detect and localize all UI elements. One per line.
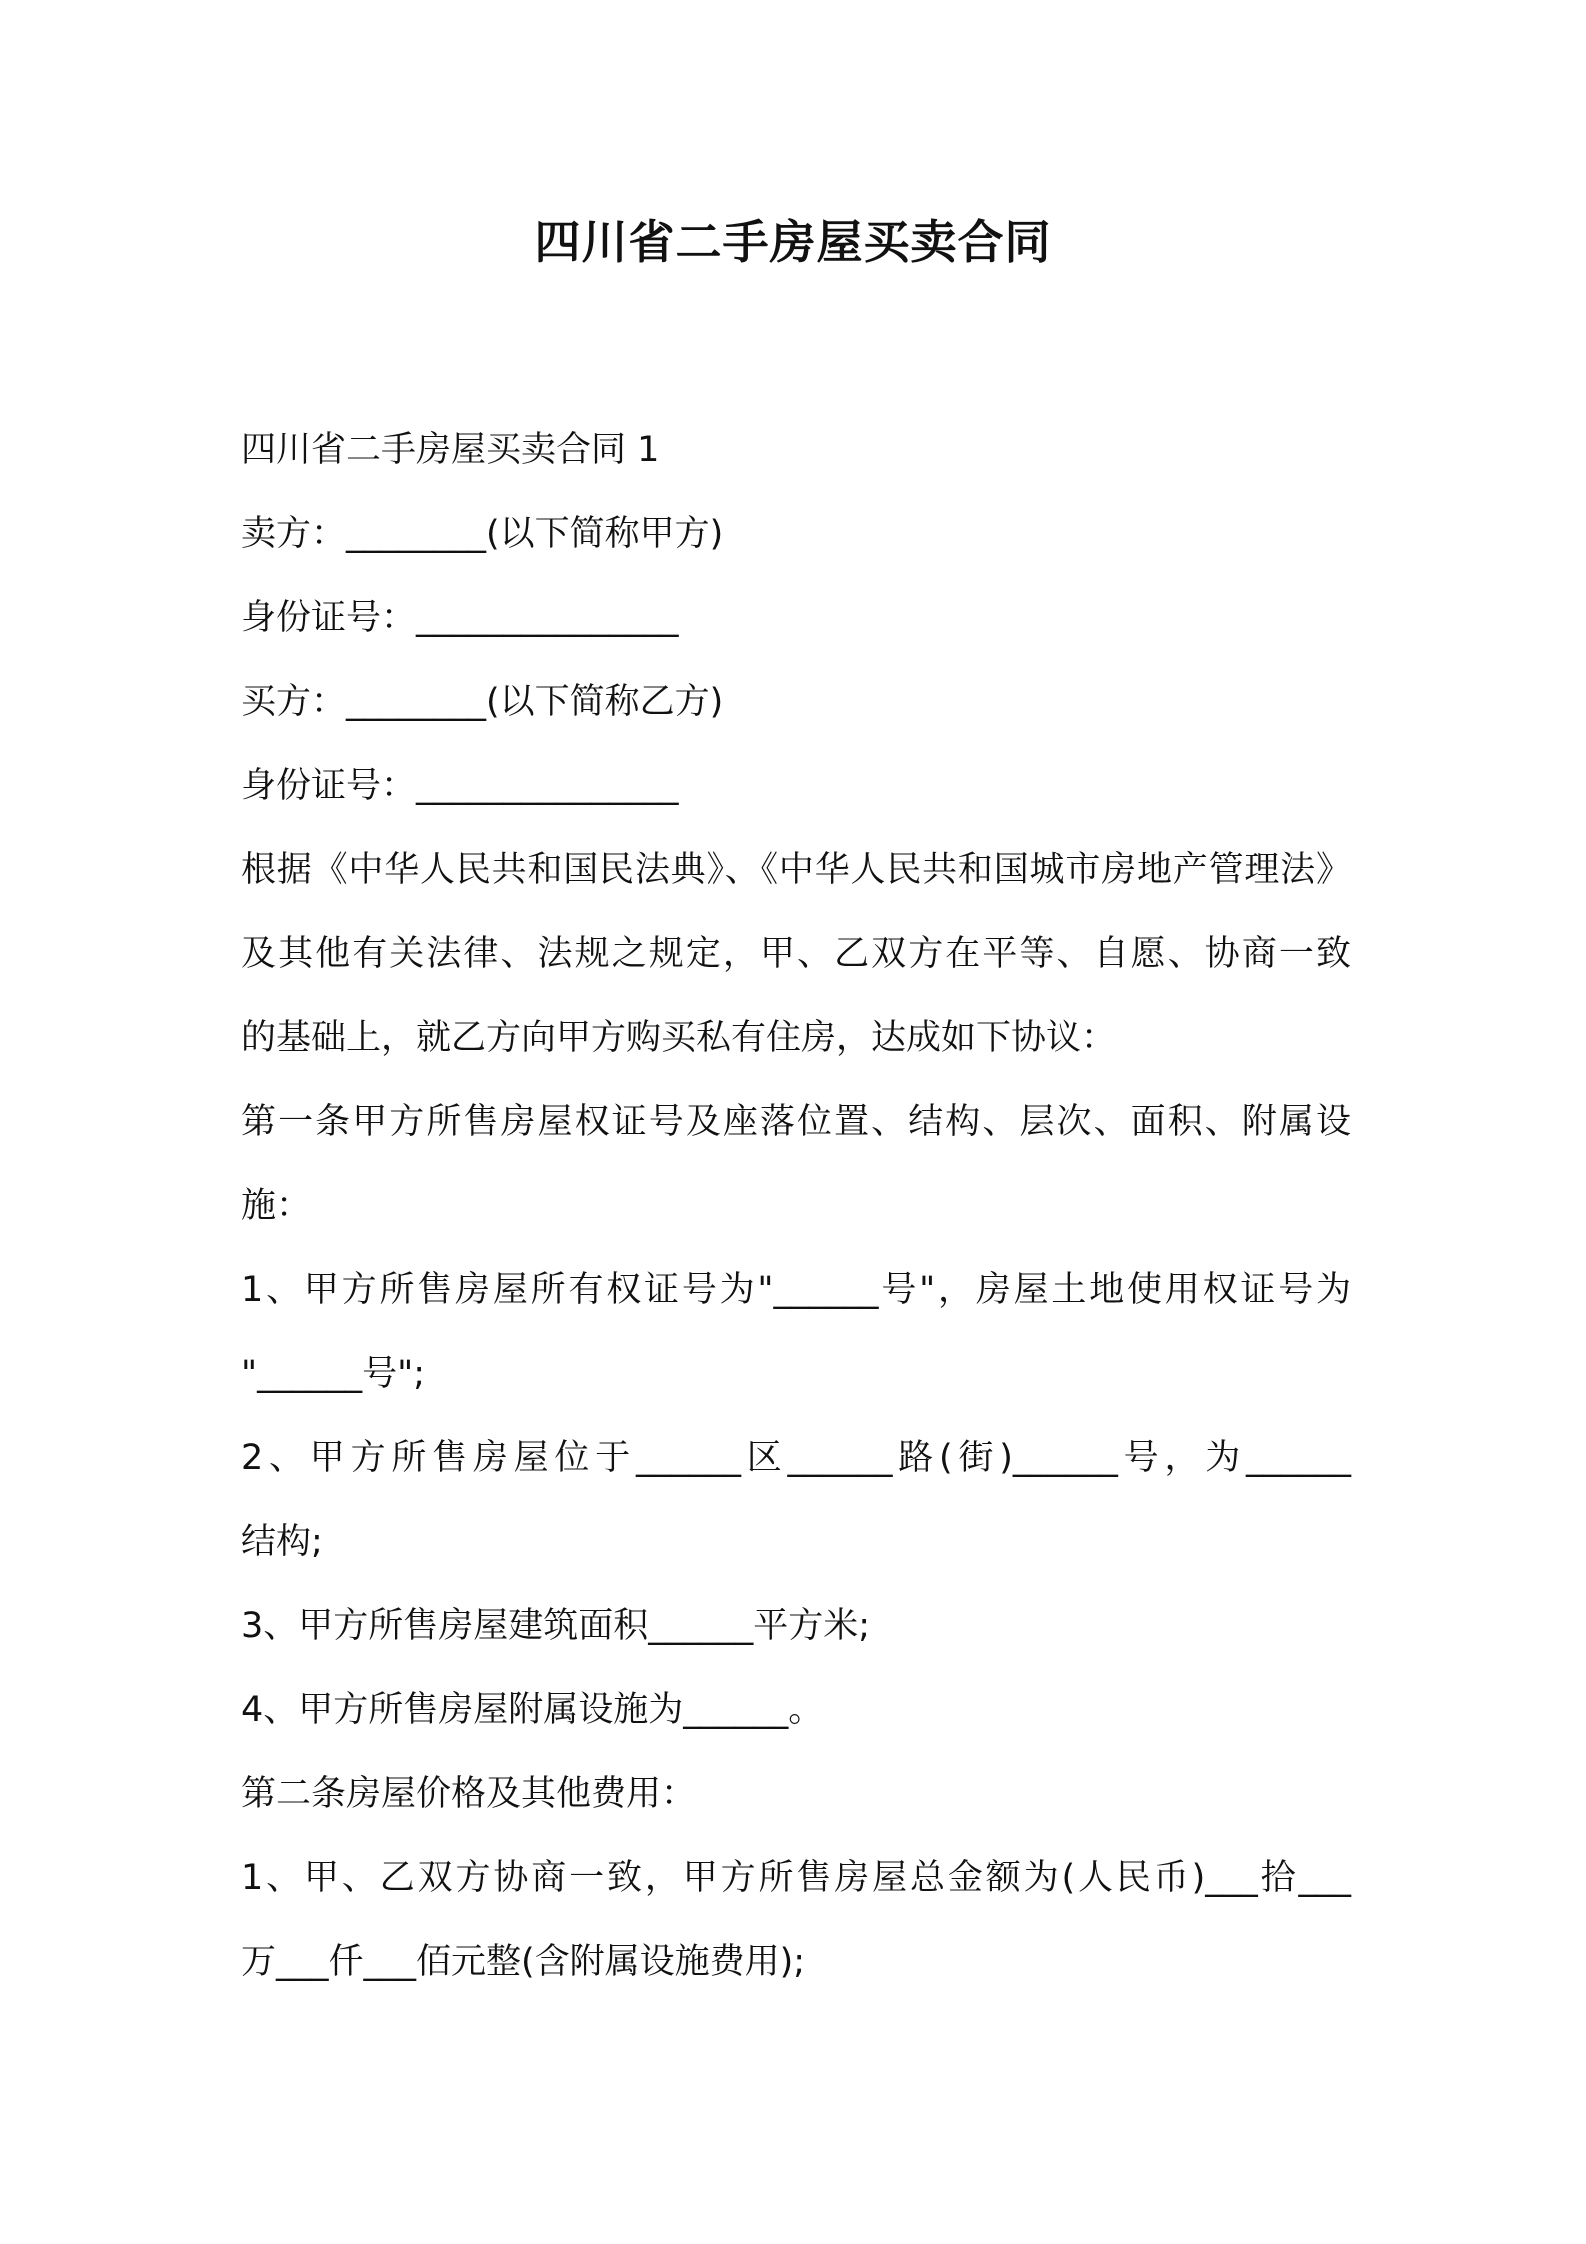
buyer-line: 买方：________(以下简称乙方) bbox=[241, 682, 724, 722]
document-body bbox=[241, 408, 1351, 2004]
article-1-item-1: 1、甲方所售房屋所有权证号为"______号"，房屋土地使用权证号为 bbox=[241, 1270, 1351, 1310]
article-1-item-1-cont: "______号"; bbox=[241, 1354, 425, 1394]
buyer-id-line: 身份证号：_______________ bbox=[241, 766, 679, 806]
article-2-item-1: 1、甲、乙双方协商一致，甲方所售房屋总金额为(人民币)___拾___ bbox=[241, 1858, 1351, 1898]
preamble-line-3: 的基础上，就乙方向甲方购买私有住房，达成如下协议： bbox=[241, 1018, 1117, 1058]
article-1-item-4: 4、甲方所售房屋附属设施为______。 bbox=[241, 1690, 824, 1730]
contract-subtitle: 四川省二手房屋买卖合同 1 bbox=[241, 430, 660, 470]
seller-line: 卖方：________(以下简称甲方) bbox=[241, 514, 724, 554]
article-1-item-2-cont: 结构; bbox=[241, 1522, 323, 1562]
preamble-line-1: 根据《中华人民共和国民法典》、《中华人民共和国城市房地产管理法》 bbox=[241, 850, 1351, 890]
preamble-line-2: 及其他有关法律、法规之规定，甲、乙双方在平等、自愿、协商一致 bbox=[241, 934, 1351, 974]
document-title: 四川省二手房屋买卖合同 bbox=[534, 215, 1052, 269]
seller-id-line: 身份证号：_______________ bbox=[241, 598, 679, 638]
article-2-heading: 第二条房屋价格及其他费用： bbox=[241, 1774, 697, 1814]
article-2-item-1-cont: 万___仟___佰元整(含附属设施费用); bbox=[241, 1942, 806, 1982]
article-1-heading-cont: 施： bbox=[241, 1186, 312, 1226]
article-1-item-2: 2、甲方所售房屋位于______区______路(街)______号，为______ bbox=[241, 1438, 1351, 1478]
article-1-heading: 第一条甲方所售房屋权证号及座落位置、结构、层次、面积、附属设 bbox=[241, 1102, 1351, 1142]
article-1-item-3: 3、甲方所售房屋建筑面积______平方米; bbox=[241, 1606, 871, 1646]
